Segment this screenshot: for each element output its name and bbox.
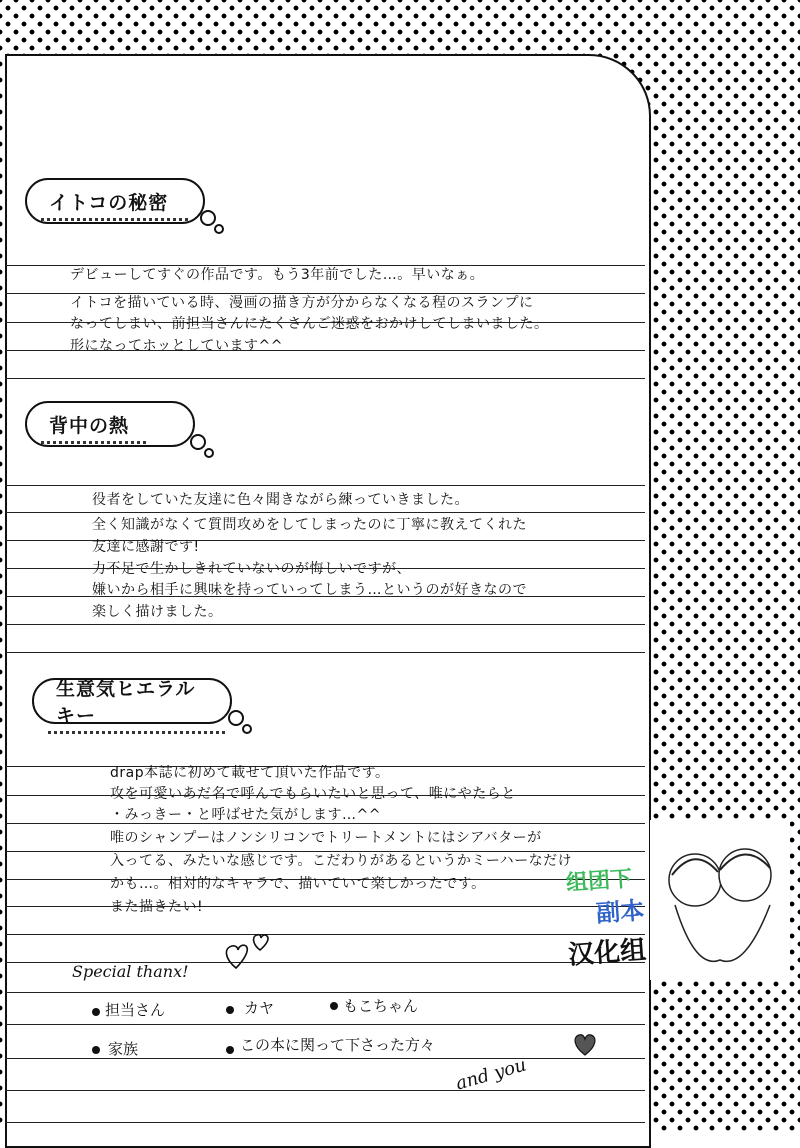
thanks-name: 担当さん [105, 1001, 166, 1019]
ruled-line [5, 512, 645, 513]
bullet-dot [330, 1002, 338, 1010]
body-text-line: 力不足で生かしきれていないのが悔しいですが、 [92, 561, 411, 577]
section-title-bubble [25, 178, 205, 224]
bubble-tail [200, 210, 216, 226]
body-text-line: デビューしてすぐの作品です。もう3年前でした…。早いなぁ。 [70, 267, 485, 283]
thanks-name: もこちゃん [343, 997, 419, 1015]
special-thanks-heading: Special thanx! [72, 962, 189, 981]
section-title: 生意気ヒエラルキー [56, 674, 208, 728]
ruled-line [5, 624, 645, 625]
body-text-line: かも…。相対的なキャラで、描いていて楽しかったです。 [110, 876, 486, 892]
body-text-line: 役者をしていた友達に色々聞きながら練っていきました。 [92, 492, 469, 508]
ruled-line [5, 1024, 645, 1025]
section-title: 背中の熱 [49, 411, 129, 438]
bullet-dot [226, 1006, 234, 1014]
body-text-line: ・みっきー・と呼ばせた気がします…^^ [110, 807, 381, 823]
closing-text: and you [453, 1054, 529, 1095]
ruled-line [5, 1058, 645, 1059]
body-text-line: 形になってホッとしています^^ [70, 338, 283, 354]
thanks-name: カヤ [244, 999, 275, 1017]
ruled-line [5, 652, 645, 653]
ruled-line [5, 1090, 645, 1091]
body-text-line: なってしまい、前担当さんにたくさんご迷惑をおかけしてしまいました。 [70, 316, 549, 332]
section-title-bubble [25, 401, 195, 447]
bullet-dot [92, 1008, 100, 1016]
thanks-name: この本に関って下さった方々 [240, 1036, 436, 1054]
body-text-line: 入ってる、みたいな感じです。こだわりがあるというかミーハーなだけ [110, 853, 573, 869]
body-text-line: drap本誌に初めて載せて頂いた作品です。 [110, 765, 390, 781]
ruled-line [5, 378, 645, 379]
body-text-line: 攻を可愛いあだ名で呼んでもらいたいと思って、唯にやたらと [110, 786, 516, 802]
bubble-tail [242, 724, 252, 734]
bubble-tail [204, 448, 214, 458]
thanks-name: 家族 [108, 1040, 139, 1058]
ruled-line [5, 485, 645, 486]
bullet-dot [226, 1046, 234, 1054]
body-text-line: また描きたい! [110, 899, 204, 915]
section-title: イトコの秘密 [49, 188, 168, 215]
heart-doodle-icon [222, 928, 282, 976]
ruled-line [5, 906, 645, 907]
body-text-line: イトコを描いている時、漫画の描き方が分からなくなる程のスランプに [70, 295, 534, 311]
bubble-tail [214, 224, 224, 234]
ruled-line [5, 992, 645, 993]
watermark-line-1: 组团下 [565, 866, 633, 897]
bubble-tail [190, 434, 206, 450]
ruled-line [5, 934, 645, 935]
watermark-line-2: 副本 [595, 896, 646, 928]
body-text-line: 唯のシャンプーはノンシリコンでトリートメントにはシアバターが [110, 830, 542, 846]
watermark-line-3: 汉化组 [567, 935, 648, 971]
body-text-line: 楽しく描けました。 [92, 604, 223, 620]
heart-doodle-icon [570, 1030, 600, 1058]
chibi-characters-illustration [650, 820, 790, 980]
body-text-line: 友達に感謝です! [92, 539, 200, 555]
bullet-dot [92, 1046, 100, 1054]
bubble-tail [228, 710, 244, 726]
body-text-line: 全く知識がなくて質問攻めをしてしまったのに丁寧に教えてくれた [92, 517, 527, 533]
body-text-line: 嫌いから相手に興味を持っていってしまう…というのが好きなので [92, 582, 527, 598]
ruled-line [5, 1122, 645, 1123]
section-title-bubble [32, 678, 232, 727]
